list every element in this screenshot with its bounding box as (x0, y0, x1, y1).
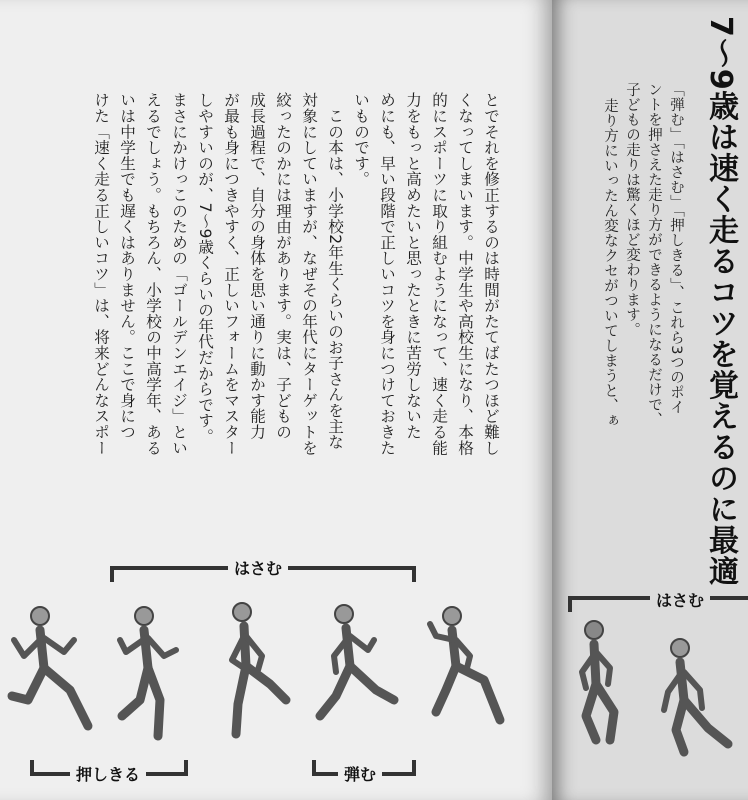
figure-label-oshikiru: 押しきる (70, 762, 146, 785)
runner-illustration-right (552, 0, 748, 800)
body-column: この本は、小学校2年生くらいのお子さんを主な (326, 92, 344, 450)
body-column: くなってしまいます。中学生や高校生になり、本格 (456, 92, 474, 456)
body-column: 力をもっと高めたいと思ったときに苦労しないた (404, 92, 422, 440)
runner-figure-5 (430, 607, 500, 720)
right-page (552, 0, 748, 800)
figure-label-hasamu-right: はさむ (650, 588, 710, 611)
runner-figure-4 (320, 605, 394, 716)
lead-column: ントを押さえた走り方ができるようになるだけで、 (646, 82, 662, 427)
body-column: 対象にしていますが、なぜその年代にターゲットを (300, 92, 318, 456)
body-column: 的にスポーツに取り組むようになって、速く走る能 (430, 92, 448, 456)
lead-column: 子どもの走りは驚くほど変わります。 (624, 82, 640, 337)
figure-label-hasamu: はさむ (228, 556, 288, 579)
runner-figure-3 (232, 603, 286, 734)
body-column: まさにかけっこのための「ゴールデンエイジ」とい (170, 92, 188, 456)
runner-figure-right-2 (664, 639, 728, 752)
figure-label-hazumu: 弾む (338, 762, 382, 785)
page-heading: 7～9歳は速く走るコツを覚えるのに最適 (703, 16, 738, 587)
lead-column: 「弾む」「はさむ」「押しきる」、これら3つのポイ (668, 82, 684, 415)
body-column: えるでしょう。もちろん、小学校の中高学年、ある (144, 92, 162, 456)
body-column: 絞ったのかには理由があります。実は、子どもの (274, 92, 292, 440)
body-column: いものです。 (352, 92, 370, 187)
body-column: が最も身につきやすく、正しいフォームをマスター (222, 92, 240, 456)
body-column: しやすいのが、7～9歳くらいの年代だからです。 (196, 92, 214, 445)
runner-figure-2 (120, 607, 176, 736)
body-column: とでそれを修正するのは時間がたてばたつほど難し (482, 92, 500, 456)
lead-column: 走り方にいったん変なクセがついてしまうと、ぁ (602, 98, 618, 428)
runner-figure-1 (12, 607, 88, 726)
body-column: 成長過程で、自分の身体を思い通りに動かす能力 (248, 92, 266, 440)
body-column: けた「速く走る正しいコツ」は、将来どんなスポー (92, 92, 110, 456)
body-column: めにも、早い段階で正しいコツを身につけておきた (378, 92, 396, 456)
runner-figure-right-1 (582, 621, 614, 740)
body-column: いは中学生でも遅くはありません。ここで身につ (118, 92, 136, 440)
